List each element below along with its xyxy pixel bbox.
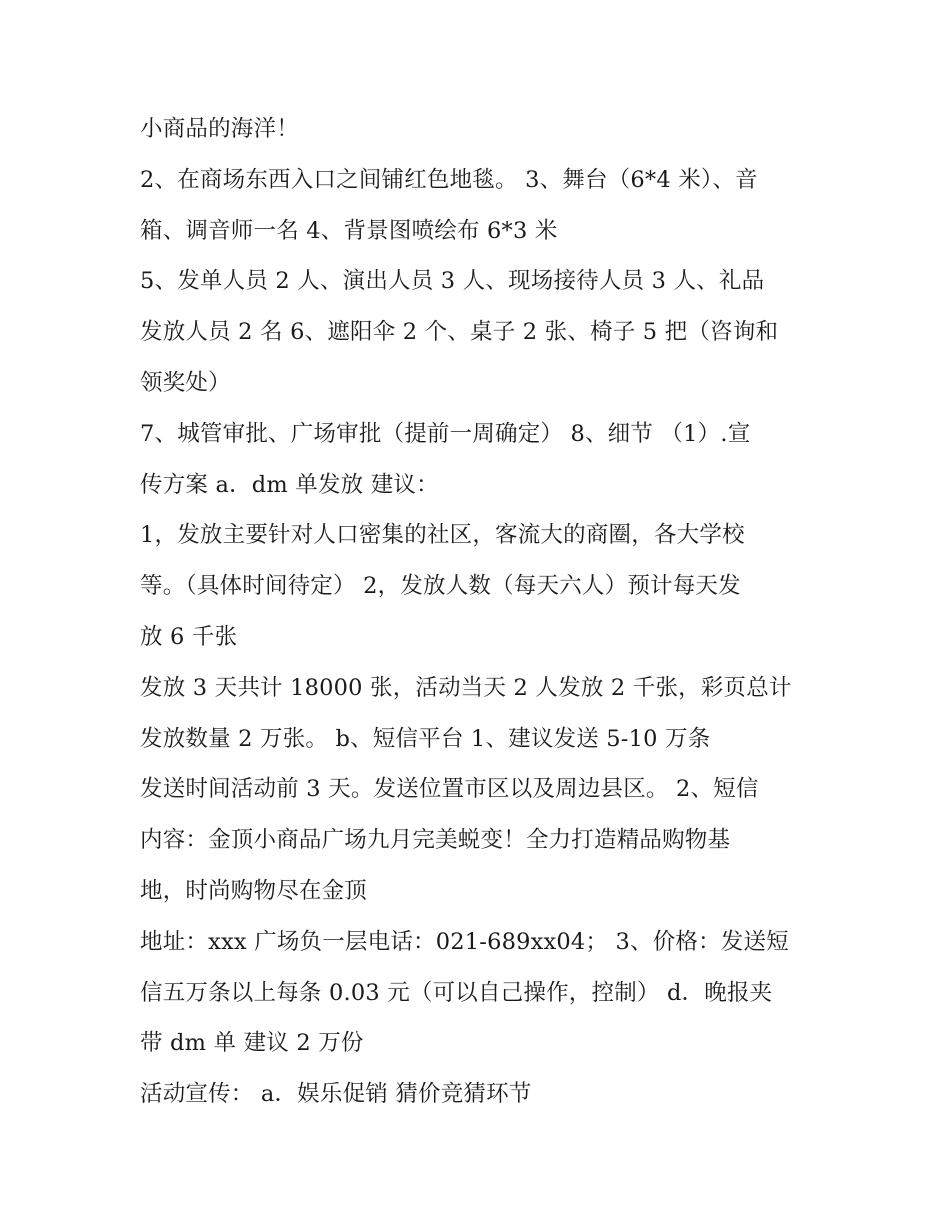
text-line: 发放人员 2 名 6、遮阳伞 2 个、桌子 2 张、椅子 5 把（咨询和 bbox=[140, 319, 779, 346]
text-line: 7、城管审批、广场审批（提前一周确定） 8、细节 （1）.宣 bbox=[140, 420, 751, 447]
text-line: 小商品的海洋！ bbox=[140, 116, 299, 142]
text-line: 发放 3 天共计 18000 张，活动当天 2 人发放 2 千张，彩页总计 bbox=[140, 674, 792, 701]
text-line: 内容：金顶小商品广场九月完美蜕变！全力打造精品购物基 bbox=[140, 827, 731, 854]
text-line: 领奖处） bbox=[140, 369, 231, 396]
text-line: 发送时间活动前 3 天。发送位置市区以及周边县区。 2、短信 bbox=[140, 776, 759, 803]
text-line: 信五万条以上每条 0.03 元（可以自己操作，控制） d．晚报夹 bbox=[140, 979, 773, 1006]
text-line: 箱、调音师一名 4、背景图喷绘布 6*3 米 bbox=[140, 217, 558, 244]
text-line: 放 6 千张 bbox=[140, 623, 238, 650]
text-line: 发放数量 2 万张。 b、短信平台 1、建议发送 5-10 万条 bbox=[140, 725, 711, 752]
text-line: 传方案 a．dm 单发放 建议： bbox=[140, 471, 439, 498]
text-line: 2、在商场东西入口之间铺红色地毯。 3、舞台（6*4 米）、音 bbox=[140, 166, 758, 193]
text-line: 等。（具体时间待定） 2，发放人数（每天六人）预计每天发 bbox=[140, 573, 741, 600]
document-body bbox=[140, 104, 820, 1120]
text-line: 地，时尚购物尽在金顶 bbox=[140, 877, 368, 904]
text-line: 1，发放主要针对人口密集的社区，客流大的商圈，各大学校 bbox=[140, 522, 745, 549]
text-line: 活动宣传： a．娱乐促销 猜价竞猜环节 bbox=[140, 1081, 532, 1108]
text-line: 5、发单人员 2 人、演出人员 3 人、现场接待人员 3 人、礼品 bbox=[140, 268, 765, 295]
text-line: 带 dm 单 建议 2 万份 bbox=[140, 1030, 364, 1057]
text-line: 地址：xxx 广场负一层电话：021-689xx04； 3、价格：发送短 bbox=[140, 928, 789, 955]
